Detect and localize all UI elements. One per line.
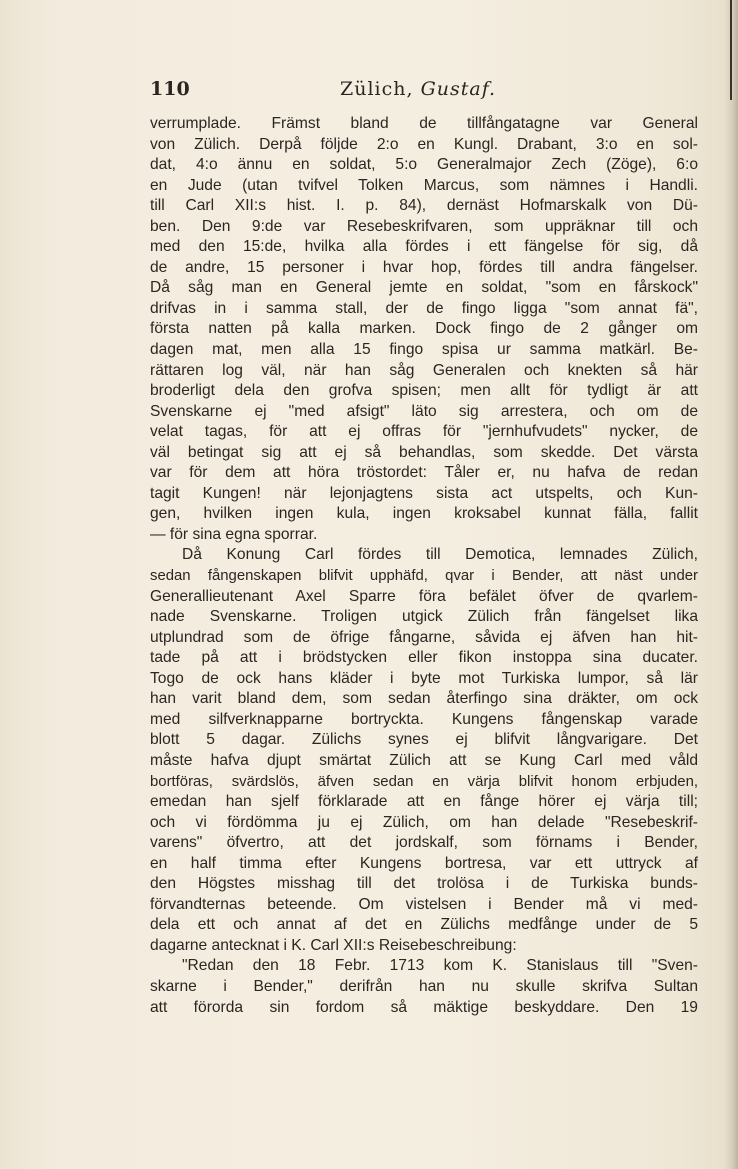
text-line: drifvas in i samma stall, der de fingo ligga "som annat fä", (150, 299, 698, 317)
text-line: — för sina egna sporrar. (150, 525, 318, 543)
text-line: Då Konung Carl fördes till Demotica, lemnades Zülich, (182, 546, 698, 564)
text-line: och vi fördömma ju ej Zülich, om han delade "Resebeskrif- (150, 813, 698, 831)
text-line: sedan fångenskapen blifvit upphäfd, qvar i Bender, att näst under (150, 568, 698, 585)
text-line: med den 15:de, hvilka alla fördes i ett fängelse för sig, då (150, 238, 698, 256)
text-line: den Högstes misshag till det trolösa i de Turkiska bunds- (150, 875, 698, 893)
text-line: de andre, 15 personer i hvar hop, fördes till andra fängelser. (150, 258, 698, 276)
text-line: von Zülich. Derpå följde 2:o en Kungl. Drabant, 3:o en sol- (150, 135, 698, 153)
text-line: skarne i Bender," derifrån han nu skulle skrifva Sultan (150, 977, 698, 995)
text-line: broderligt dela den grofva spisen; men allt för tydligt är att (150, 382, 698, 400)
text-line: velat tagas, för att ej offras för "jernhufvudets" nycker, de (150, 423, 698, 441)
page-edge-rule (730, 0, 732, 100)
text-line: dela ett och annat af det en Zülichs medfånge under de 5 (150, 916, 698, 934)
text-line: Generallieutenant Axel Sparre föra befälet öfver de qvarlem- (150, 587, 698, 605)
text-line: måste hafva djupt smärtat Zülich att se Kung Carl med våld (150, 751, 698, 769)
text-line: förvandternas beteende. Om vistelsen i Bender må vi med- (150, 895, 698, 913)
text-line: blott 5 dagar. Zülichs synes ej blifvit långvarigare. Det (150, 731, 698, 749)
text-line: dat, 4:o ännu en soldat, 5:o Generalmajor Zech (Zöge), 6:o (150, 156, 698, 174)
text-line: Svenskarne ej "med afsigt" läto sig arrestera, och om de (150, 402, 698, 420)
text-line: en Jude (utan tvifvel Tolken Marcus, som nämnes i Handli. (150, 176, 698, 194)
body-text (150, 114, 698, 1018)
running-title (340, 76, 496, 102)
text-line: han varit bland dem, som sedan återfingo sina dräkter, om ock (150, 690, 698, 708)
running-title-first-name: Gustaf. (420, 78, 497, 100)
text-line: dagen mat, men alla 15 fingo spisa ur samma matkärl. Be- (150, 341, 698, 359)
text-line: utplundrad som de öfrige fångarne, såvida ej äfven han hit- (150, 628, 698, 646)
text-line: verrumplade. Främst bland de tillfångatagne var General (150, 115, 698, 132)
text-line: tade på att i brödstycken eller fikon instoppa sina ducater. (150, 649, 698, 667)
text-line: ben. Den 9:de var Resebeskrifvaren, som uppräknar till och (150, 217, 698, 235)
text-line: nade Svenskarne. Troligen utgick Zülich från fängelset lika (150, 608, 698, 626)
text-line: första natten på kalla marken. Dock fingo de 2 gånger om (150, 320, 698, 338)
text-line: bortföras, svärdslös, äfven sedan en värja blifvit honom erbjuden, (150, 773, 698, 790)
text-line: gen, hvilken ingen kula, ingen kroksabel kunnat fälla, fallit (150, 505, 698, 523)
text-line: var för dem att höra tröstordet: Tåler er, nu hafva de redan (150, 464, 698, 482)
text-line: tagit Kungen! när lejonjagtens sista act utspelts, och Kun- (150, 484, 698, 502)
text-line: väl betingat sig att ej så behandlas, som skedde. Det värsta (150, 443, 698, 461)
running-header (150, 76, 590, 102)
text-line: att förorda sin fordom så mäktige beskyddare. Den 19 (150, 998, 698, 1016)
text-line: med silfverknapparne bortryckta. Kungens fångenskap varade (150, 710, 698, 728)
page-number: 110 (150, 78, 190, 100)
text-line: till Carl XII:s hist. I. p. 84), dernäst Hofmarskalk von Dü- (150, 197, 698, 215)
text-line: en half timma efter Kungens bortresa, var ett uttryck af (150, 854, 698, 872)
text-line: emedan han sjelf förklarade att en fånge hörer ej värja till; (150, 793, 698, 811)
text-line: rättaren log väl, när han såg Generalen och knekten så här (150, 361, 698, 379)
text-line: dagarne antecknat i K. Carl XII:s Reisebeschreibung: (150, 936, 517, 954)
page-edge-shadow (724, 0, 738, 1169)
running-title-author: Zülich, (340, 78, 414, 100)
text-line: Då såg man en General jemte en soldat, "som en fårskock" (150, 279, 698, 297)
text-line: "Redan den 18 Febr. 1713 kom K. Stanislaus till "Sven- (182, 957, 698, 975)
text-line: varens" öfvertro, att det jordskalf, som förnams i Bender, (150, 834, 698, 852)
page-bottom-margin (0, 1029, 738, 1169)
text-line: Togo de ock hans kläder i byte mot Turkiska lumpor, så lär (150, 669, 698, 687)
